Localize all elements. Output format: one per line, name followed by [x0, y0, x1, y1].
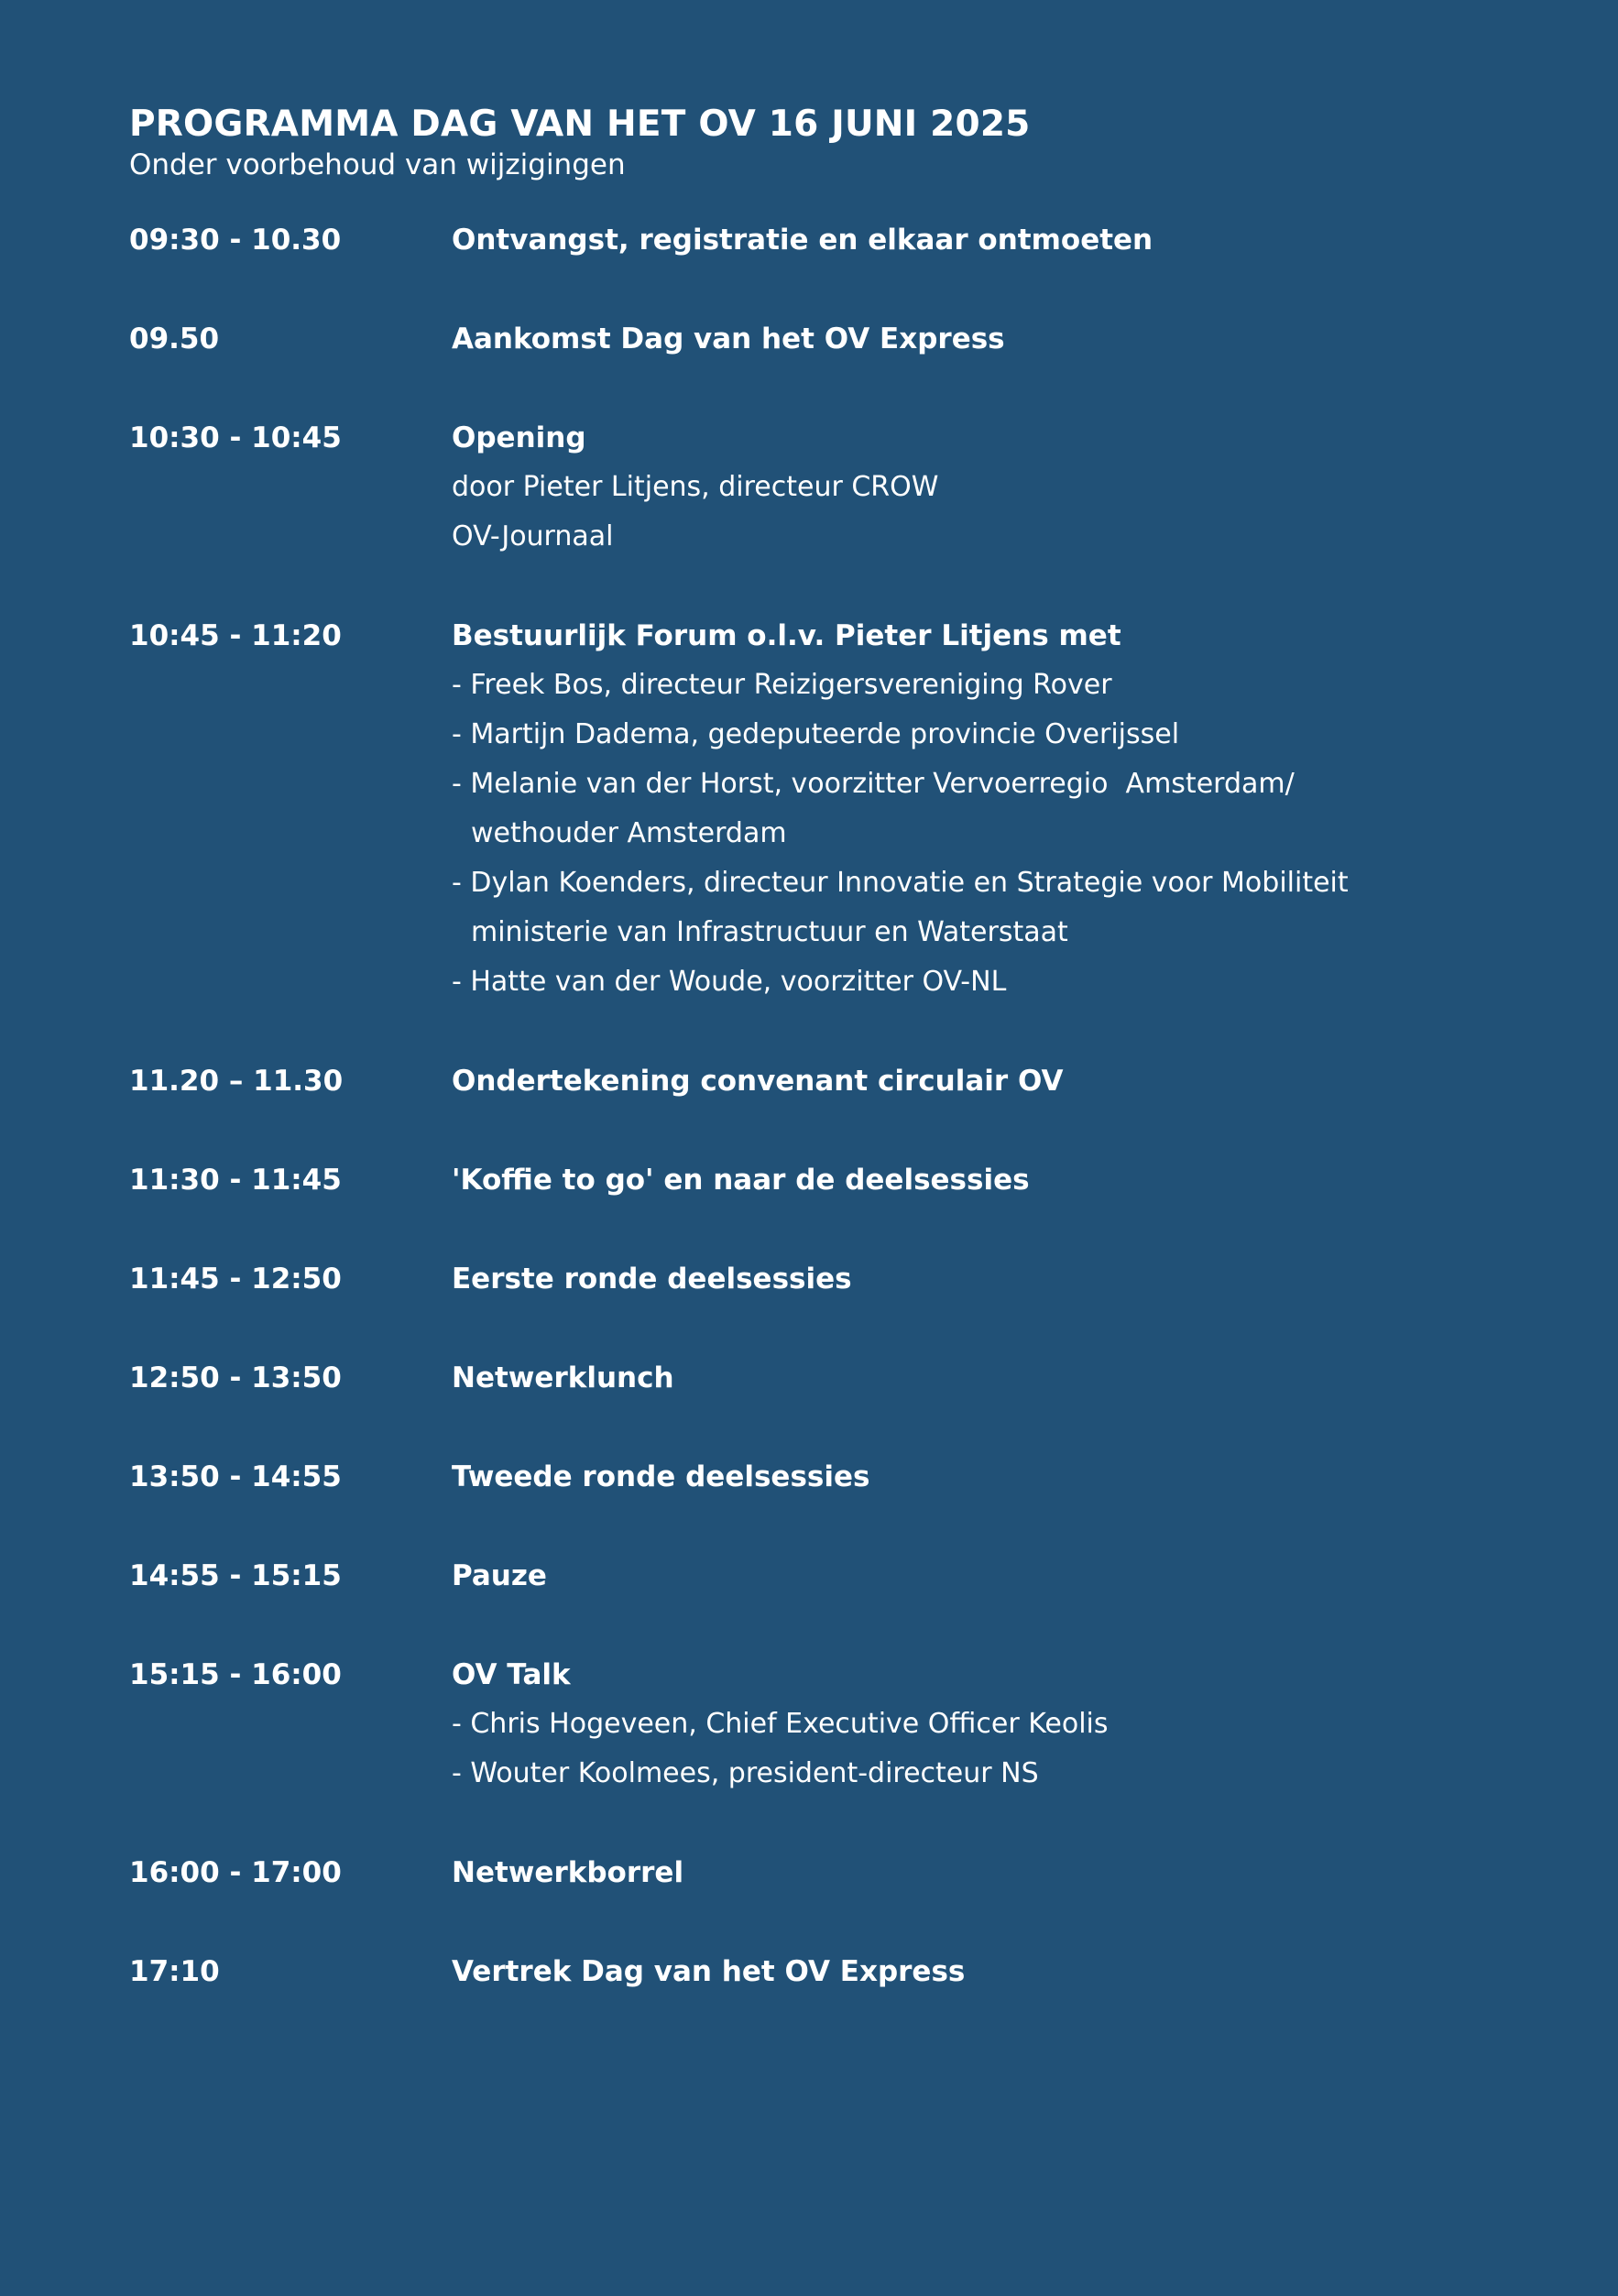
schedule-content [452, 1947, 1558, 1996]
programme-page [129, 103, 1558, 1996]
schedule-heading: Pauze [452, 1559, 547, 1592]
schedule-time: 11:45 - 12:50 [129, 1263, 342, 1296]
schedule-heading: 'Koffie to go' en naar de deelsessies [452, 1164, 1030, 1197]
schedule-content [452, 1551, 1558, 1601]
schedule-content [452, 1254, 1558, 1304]
schedule-heading: Netwerkborrel [452, 1856, 684, 1889]
schedule-content [452, 1353, 1558, 1403]
schedule-heading: Opening [452, 421, 586, 454]
schedule-detail-line: - Hatte van der Woude, voorzitter OV-NL [452, 966, 1007, 998]
schedule-content [452, 1848, 1558, 1897]
schedule-time: 13:50 - 14:55 [129, 1460, 342, 1493]
schedule-row [129, 314, 1558, 364]
schedule-content [452, 1155, 1558, 1205]
schedule-time: 09:30 - 10.30 [129, 224, 342, 257]
schedule-content [452, 215, 1558, 265]
schedule-time: 09.50 [129, 323, 220, 355]
schedule-row [129, 1947, 1558, 1996]
schedule-detail-line: - Dylan Koenders, directeur Innovatie en Strategie voor Mobiliteit [452, 867, 1349, 899]
schedule-detail-line: - Martijn Dadema, gedeputeerde provincie Overijssel [452, 718, 1180, 750]
schedule-content [452, 413, 1558, 562]
schedule-detail-line: - Wouter Koolmees, president-directeur NS [452, 1757, 1039, 1789]
schedule-content [452, 1650, 1558, 1799]
schedule-heading: Bestuurlijk Forum o.l.v. Pieter Litjens met [452, 619, 1121, 652]
schedule-row [129, 1056, 1558, 1106]
schedule-row [129, 1650, 1558, 1799]
schedule-detail-line: ministerie van Infrastructuur en Waterstaat [471, 916, 1068, 948]
schedule-time: 11:30 - 11:45 [129, 1164, 342, 1197]
schedule-time: 14:55 - 15:15 [129, 1559, 342, 1592]
schedule-time: 11.20 – 11.30 [129, 1065, 344, 1098]
schedule-row [129, 1551, 1558, 1601]
schedule-heading: Vertrek Dag van het OV Express [452, 1955, 966, 1988]
schedule-heading: Tweede ronde deelsessies [452, 1460, 870, 1493]
schedule-heading: Eerste ronde deelsessies [452, 1263, 852, 1296]
schedule-heading: Ondertekening convenant circulair OV [452, 1065, 1064, 1098]
schedule-row [129, 1848, 1558, 1897]
schedule-list [129, 215, 1558, 1996]
schedule-heading: Aankomst Dag van het OV Express [452, 323, 1005, 355]
schedule-detail-line: wethouder Amsterdam [471, 817, 787, 849]
schedule-row [129, 413, 1558, 562]
schedule-time: 16:00 - 17:00 [129, 1856, 342, 1889]
schedule-time: 10:45 - 11:20 [129, 619, 342, 652]
schedule-detail-line: OV-Journaal [452, 520, 614, 552]
schedule-time: 15:15 - 16:00 [129, 1658, 342, 1691]
schedule-row [129, 1353, 1558, 1403]
schedule-detail-line: - Melanie van der Horst, voorzitter Vervoerregio Amsterdam/ [452, 768, 1295, 800]
schedule-heading: Ontvangst, registratie en elkaar ontmoeten [452, 224, 1153, 257]
schedule-content [452, 1056, 1558, 1106]
schedule-row [129, 215, 1558, 265]
schedule-row [129, 1155, 1558, 1205]
schedule-time: 10:30 - 10:45 [129, 421, 342, 454]
schedule-content [452, 314, 1558, 364]
schedule-detail-line: - Chris Hogeveen, Chief Executive Officer Keolis [452, 1708, 1109, 1740]
schedule-time: 12:50 - 13:50 [129, 1361, 342, 1394]
schedule-content [452, 611, 1558, 1007]
schedule-detail-line: door Pieter Litjens, directeur CROW [452, 471, 939, 503]
schedule-detail-line: - Freek Bos, directeur Reizigersvereniging Rover [452, 669, 1112, 701]
schedule-row [129, 611, 1558, 1007]
schedule-content [452, 1452, 1558, 1502]
schedule-row [129, 1254, 1558, 1304]
page-title: PROGRAMMA DAG VAN HET OV 16 JUNI 2025 [129, 104, 1031, 145]
schedule-heading: OV Talk [452, 1658, 571, 1691]
schedule-row [129, 1452, 1558, 1502]
schedule-heading: Netwerklunch [452, 1361, 674, 1394]
schedule-time: 17:10 [129, 1955, 220, 1988]
page-subtitle: Onder voorbehoud van wijzigingen [129, 148, 626, 181]
